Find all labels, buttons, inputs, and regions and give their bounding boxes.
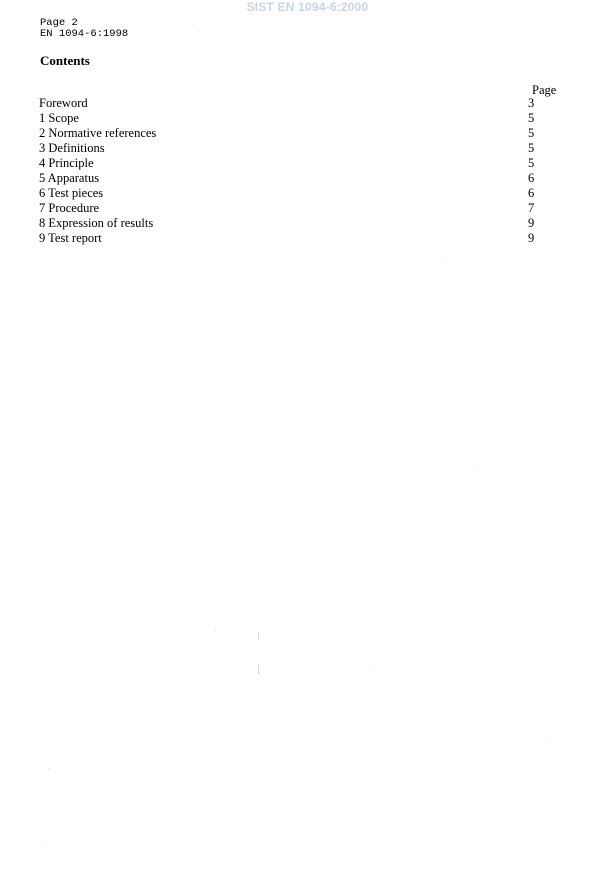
watermark-standard-id: SIST EN 1094-6:2000 xyxy=(246,0,369,14)
toc-entry-title: 9 Test report xyxy=(39,231,102,245)
toc-entry xyxy=(39,171,569,186)
scan-speck xyxy=(258,632,259,640)
toc-entry-title: Foreword xyxy=(39,96,88,110)
toc-entry-page: 9 xyxy=(528,216,535,230)
toc-entry-title: 6 Test pieces xyxy=(39,186,104,200)
scan-speck xyxy=(545,741,546,742)
toc-entry xyxy=(39,186,569,201)
toc-entry-page: 7 xyxy=(528,201,535,215)
scan-speck xyxy=(474,468,475,469)
toc-entry-page: 5 xyxy=(528,126,535,140)
page-header xyxy=(40,18,128,40)
toc-entry xyxy=(39,231,569,246)
toc-entry xyxy=(39,96,569,111)
toc-entry-page: 5 xyxy=(528,141,535,155)
toc-entry-title: 1 Scope xyxy=(39,111,79,125)
scan-speck xyxy=(370,670,371,671)
toc-entry-page: 3 xyxy=(528,96,535,110)
toc-entry-title: 2 Normative references xyxy=(39,126,157,140)
toc-entry-title: 5 Apparatus xyxy=(39,171,100,185)
toc-entry-page: 6 xyxy=(528,186,535,200)
scan-speck xyxy=(45,846,46,847)
toc-entry-title: 8 Expression of results xyxy=(39,216,154,230)
scan-speck xyxy=(445,258,446,259)
toc-entry xyxy=(39,156,569,171)
toc-entry-page: 6 xyxy=(528,171,535,185)
standard-reference-line: EN 1094-6:1998 xyxy=(40,28,129,40)
toc-entry-title: 4 Principle xyxy=(39,156,94,170)
table-of-contents xyxy=(39,96,569,246)
toc-entry xyxy=(39,216,569,231)
toc-entry-title: 7 Procedure xyxy=(39,201,100,215)
page-number-line: Page 2 xyxy=(40,17,78,29)
toc-entry-title: 3 Definitions xyxy=(39,141,105,155)
scan-speck xyxy=(48,768,49,769)
scan-speck xyxy=(215,630,216,631)
toc-entry-page: 5 xyxy=(528,156,535,170)
scan-speck xyxy=(198,30,199,31)
page-column-label: Page xyxy=(532,83,557,97)
toc-entry xyxy=(39,141,569,156)
contents-heading: Contents xyxy=(40,53,90,68)
toc-entry xyxy=(39,126,569,141)
toc-entry xyxy=(39,111,569,126)
toc-entry-page: 5 xyxy=(528,111,535,125)
scan-speck xyxy=(258,664,259,674)
toc-entry xyxy=(39,201,569,216)
toc-entry-page: 9 xyxy=(528,231,535,245)
